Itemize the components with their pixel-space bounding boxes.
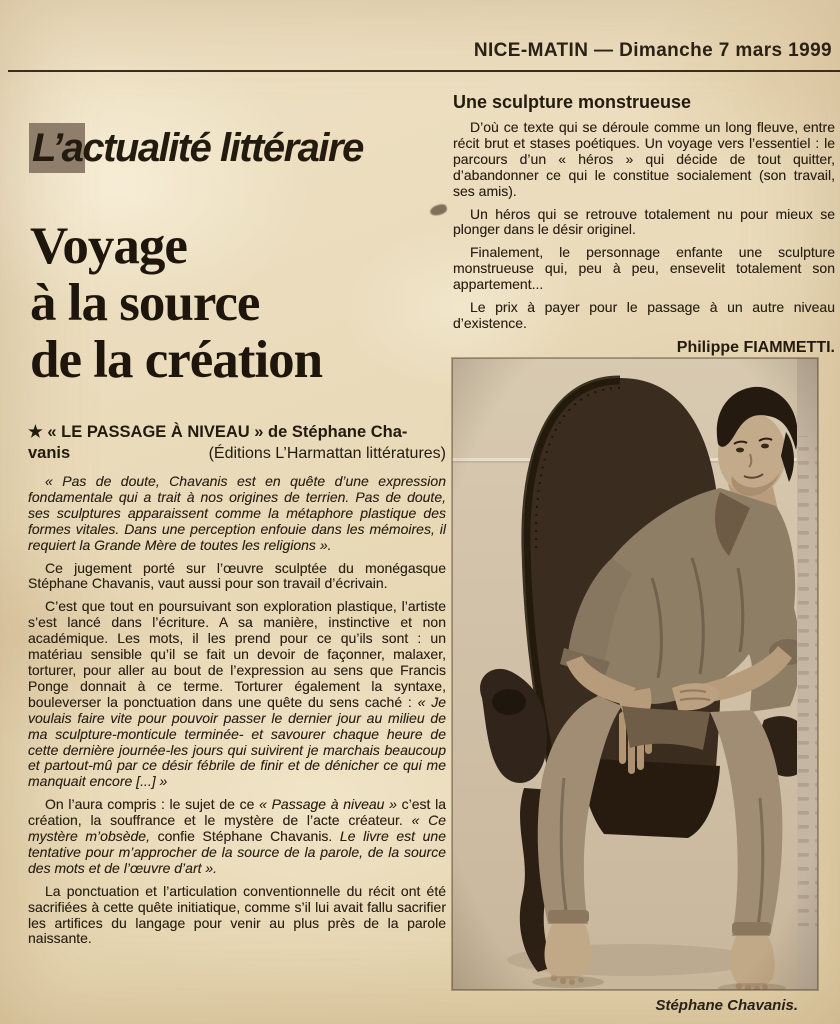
photo-caption: Stéphane Chavanis.: [655, 997, 798, 1014]
star-icon: ★: [28, 423, 43, 441]
rubric-highlight: L’a: [32, 126, 83, 170]
sidebar-column: [453, 92, 835, 357]
headline-line: à la source: [30, 274, 260, 332]
photo-vignette: [452, 358, 818, 990]
book-author-suffix: vanis: [28, 444, 71, 462]
sidebar-heading: Une sculpture monstrueuse: [453, 92, 692, 112]
sidebar-paragraph: Finalement, le personnage enfante une sculpture monstrueuse qui, peu à peu, ensevelit totalement son appartement...: [453, 244, 835, 293]
photo-stephane-chavanis: [452, 358, 818, 990]
book-ref-line2: [28, 443, 446, 464]
rubric-text: ctualité littéraire: [82, 126, 363, 170]
article-paragraph: On l’aura compris : le sujet de ce « Passage à niveau » c’est la création, la souffrance et le mystère de l’acte créateur. « Ce mystère m’obsède, confie Stéphane Chavanis. Le livre est une tentative pour m’approcher de la source de la parole, de la source des mots et de l’œuvre d’art ».: [28, 796, 447, 876]
book-reference: [28, 422, 446, 464]
article-paragraph: La ponctuation et l’articulation conventionnelle du récit ont été sacrifiées à cette quête initiatique, comme s’il lui avait fallu sacrifier les artifices du langage pour venir au plus près de la parole naissante.: [28, 882, 446, 947]
sidebar-paragraph: Le prix à payer pour le passage à un autre niveau d’existence.: [453, 299, 835, 331]
headline-line: Voyage: [30, 217, 187, 275]
sidebar-paragraph: D’où ce texte qui se déroule comme un long fleuve, entre récit brut et stases poétiques. Un voyage vers l’essentiel : le parcours d’un « héros » qui décide de tout quitter, d’abandonner ce qui le constitue socialement (son travail, ses amis).: [453, 119, 835, 199]
headline-line: de la création: [30, 331, 323, 389]
sidebar-paragraph: Un héros qui se retrouve totalement nu pour mieux se plonger dans le désir originel.: [453, 205, 835, 238]
rubric-banner: [32, 126, 363, 171]
masthead-title: NICE-MATIN — Dimanche 7 mars 1999: [473, 40, 832, 61]
article-paragraph: Ce jugement porté sur l’œuvre sculptée du monégasque Stéphane Chavanis, vaut aussi pour son travail d’écrivain.: [28, 559, 446, 592]
book-ref-line1: [28, 422, 446, 443]
article-paragraph: « Pas de doute, Chavanis est en quête d’une expression fondamentale qui a trait à nos origines de terrien. Pas de doute, ses sculptures apparaissent comme la métaphore plastique des formes vitales. Dans une perception enfouie dans les mémoires, il requiert la Grande Mère de toutes les religions ».: [28, 473, 446, 553]
photo-illustration: [452, 358, 818, 990]
scan-smudge: [429, 203, 448, 217]
article-paragraph: C’est que tout en poursuivant son exploration plastique, l’artiste s’est lancé dans l’écriture. A sa manière, instinctive et non académique. Les mots, il les prend pour ce qu’ils sont : un matériau sensible qu’il se fait un devoir de façonner, malaxer, torturer, pour aller au bout de l’expression au sens que Francis Ponge donnait à ce terme. Torturer également la syntaxe, bouleverser la ponctuation dans une quête du sens caché : « Je voulais faire vite pour pouvoir passer le dernier jour au milieu de ma sculpture-monticule terminée- et savourer chaque heure de cette dernière journée-les jours qui suivirent je marchais beaucoup et partout-mû par ce désir fébrile de finir et de dénicher ce qui me manquait encore [...] »: [28, 598, 447, 790]
book-publisher: (Éditions L’Harmattan littératures): [208, 445, 446, 462]
author-byline: Philippe FIAMMETTI.: [676, 338, 835, 356]
masthead-rule: [8, 70, 840, 72]
article-body-column: [28, 474, 446, 954]
book-title: « LE PASSAGE À NIVEAU » de Stéphane Cha-: [47, 423, 408, 441]
article-headline: [30, 218, 322, 389]
